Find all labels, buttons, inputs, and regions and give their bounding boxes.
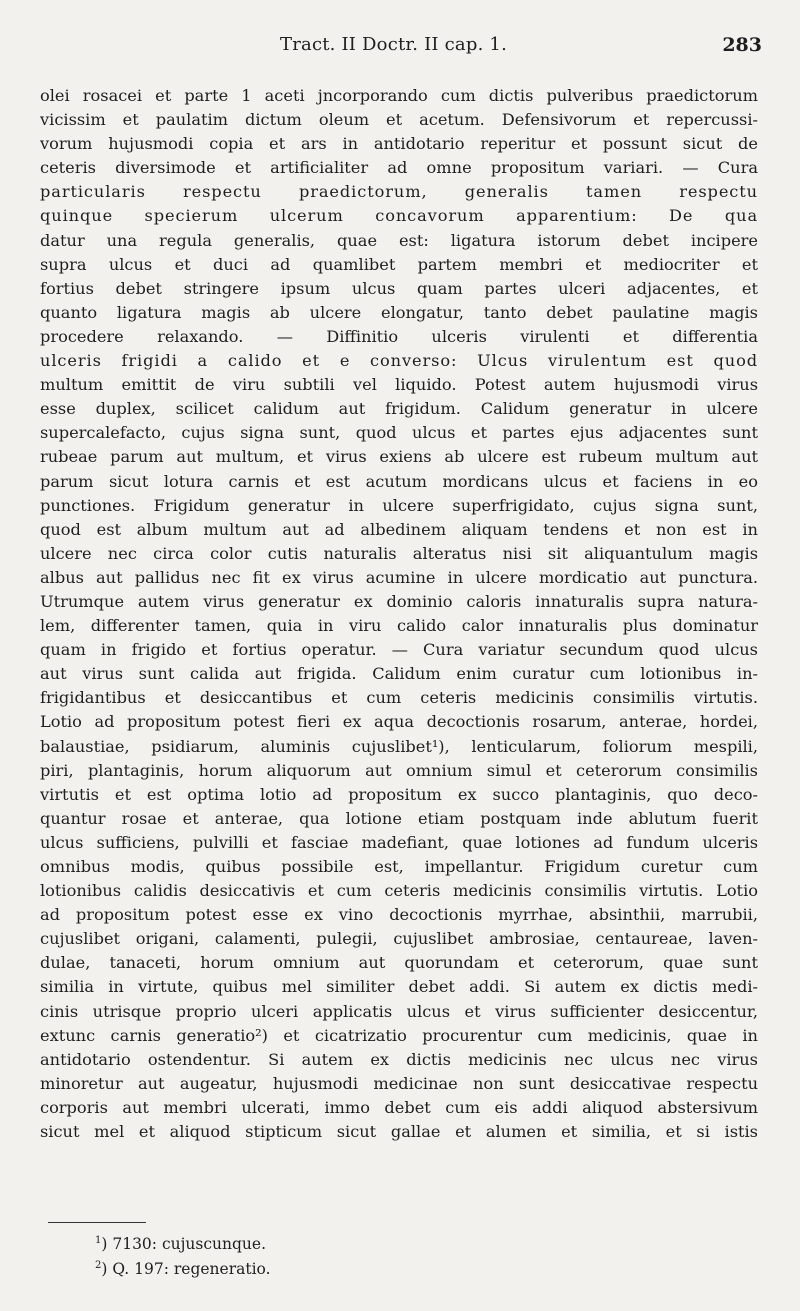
footnote-mark: 1 [95,1235,102,1246]
text-line: quinque specierum ulcerum concavorum apparentium: De qua [40,206,758,226]
text-line: lotionibus calidis desiccativis et cum ceteris medicinis consimilis virtutis. Lotio [40,881,758,901]
text-line: similia in virtute, quibus mel similiter debet addi. Si autem ex dictis medi- [40,977,758,997]
text-line: quanto ligatura magis ab ulcere elongatur, tanto debet paulatine magis [40,302,758,322]
text-line: minoretur aut augeatur, hujusmodi medicinae non sunt desiccativae respectu [40,1073,758,1093]
body-text [40,84,758,1144]
text-line: aut virus sunt calida aut frigida. Calidum enim curatur cum lotionibus in- [40,664,758,684]
text-line: Utrumque autem virus generatur ex dominio caloris innaturalis supra natura- [40,591,758,611]
text-line: supra ulcus et duci ad quamlibet partem membri et mediocriter et [40,254,758,274]
text-line: corporis aut membri ulcerati, immo debet cum eis addi aliquod abstersivum [40,1097,758,1117]
text-line: ulceris frigidi a calido et e converso: Ulcus virulentum est quod [40,351,758,371]
page-header [40,34,762,60]
footnote-2 [95,1255,271,1280]
page-number: 283 [722,34,762,56]
text-line: extunc carnis generatio²) et cicatrizatio procurentur cum medicinis, quae in [40,1025,758,1045]
text-line: omnibus modis, quibus possibile est, impellantur. Frigidum curetur cum [40,857,758,876]
text-line: olei rosacei et parte 1 aceti jncorporando cum dictis pulveribus praedictorum [40,86,758,105]
text-line: quam in frigido et fortius operatur. — Cura variatur secundum quod ulcus [40,640,758,660]
text-line: fortius debet stringere ipsum ulcus quam partes ulceri adjacentes, et [40,278,758,298]
text-line: vicissim et paulatim dictum oleum et acetum. Defensivorum et repercussi- [40,110,758,130]
footnote-text: ) Q. 197: regeneratio. [101,1260,271,1279]
text-line: vorum hujusmodi copia et ars in antidotario reperitur et possunt sicut de [40,134,758,154]
text-line: ulcus sufficiens, pulvilli et fasciae madefiant, quae lotiones ad fundum ulceris [40,832,758,852]
text-line: datur una regula generalis, quae est: ligatura istorum debet incipere [40,230,758,250]
footnotes [95,1230,271,1280]
text-line: ad propositum potest esse ex vino decoctionis myrrhae, absinthii, marrubii, [40,905,758,925]
text-line: punctiones. Frigidum generatur in ulcere superfrigidato, cujus signa sunt, [40,495,758,515]
text-line: lem, differenter tamen, quia in viru calido calor innaturalis plus dominatur [40,616,758,636]
text-line: frigidantibus et desiccantibus et cum ceteris medicinis consimilis virtutis. [40,688,758,708]
text-line: albus aut pallidus nec fit ex virus acumine in ulcere mordicatio aut punctura. [40,567,758,587]
text-line: antidotario ostendentur. Si autem ex dictis medicinis nec ulcus nec virus [40,1049,758,1069]
text-line: dulae, tanaceti, horum omnium aut quorundam et ceterorum, quae sunt [40,953,758,973]
text-line: cujuslibet origani, calamenti, pulegii, cujuslibet ambrosiae, centaureae, laven- [40,929,758,949]
footnote-text: ) 7130: cujuscunque. [101,1235,267,1254]
text-line: Lotio ad propositum potest fieri ex aqua decoctionis rosarum, anterae, hordei, [40,712,758,732]
text-line: sicut mel et aliquod stipticum sicut gallae et alumen et similia, et si istis [40,1122,758,1142]
text-line: balaustiae, psidiarum, aluminis cujuslibet¹), lenticularum, foliorum mespili, [40,736,758,756]
text-line: parum sicut lotura carnis et est acutum mordicans ulcus et faciens in eo [40,471,758,491]
text-line: procedere relaxando. — Diffinitio ulceris virulenti et differentia [40,326,758,346]
text-line: multum emittit de viru subtili vel liquido. Potest autem hujusmodi virus [40,375,758,395]
footnote-1 [95,1230,271,1255]
text-line: cinis utrisque proprio ulceri applicatis ulcus et virus sufficienter desiccentur, [40,1001,758,1021]
text-line: quantur rosae et anterae, qua lotione etiam postquam inde ablutum fuerit [40,808,758,828]
text-line: piri, plantaginis, horum aliquorum aut omnium simul et ceterorum consimilis [40,760,758,780]
text-line: ceteris diversimode et artificialiter ad omne propositum variari. — Cura [40,158,758,178]
running-head: Tract. II Doctr. II cap. 1. [280,34,507,55]
text-line: supercalefacto, cujus signa sunt, quod ulcus et partes ejus adjacentes sunt [40,423,758,443]
footnote-mark: 2 [95,1260,102,1272]
text-line: esse duplex, scilicet calidum aut frigidum. Calidum generatur in ulcere [40,399,758,419]
footnote-rule [48,1222,146,1223]
text-line: ulcere nec circa color cutis naturalis alteratus nisi sit aliquantulum magis [40,543,758,563]
text-line: particularis respectu praedictorum, generalis tamen respectu [40,182,758,202]
text-line: quod est album multum aut ad albedinem aliquam tendens et non est in [40,519,758,539]
text-line: virtutis et est optima lotio ad propositum ex succo plantaginis, quo deco- [40,784,758,804]
text-line: rubeae parum aut multum, et virus exiens ab ulcere est rubeum multum aut [40,447,758,467]
